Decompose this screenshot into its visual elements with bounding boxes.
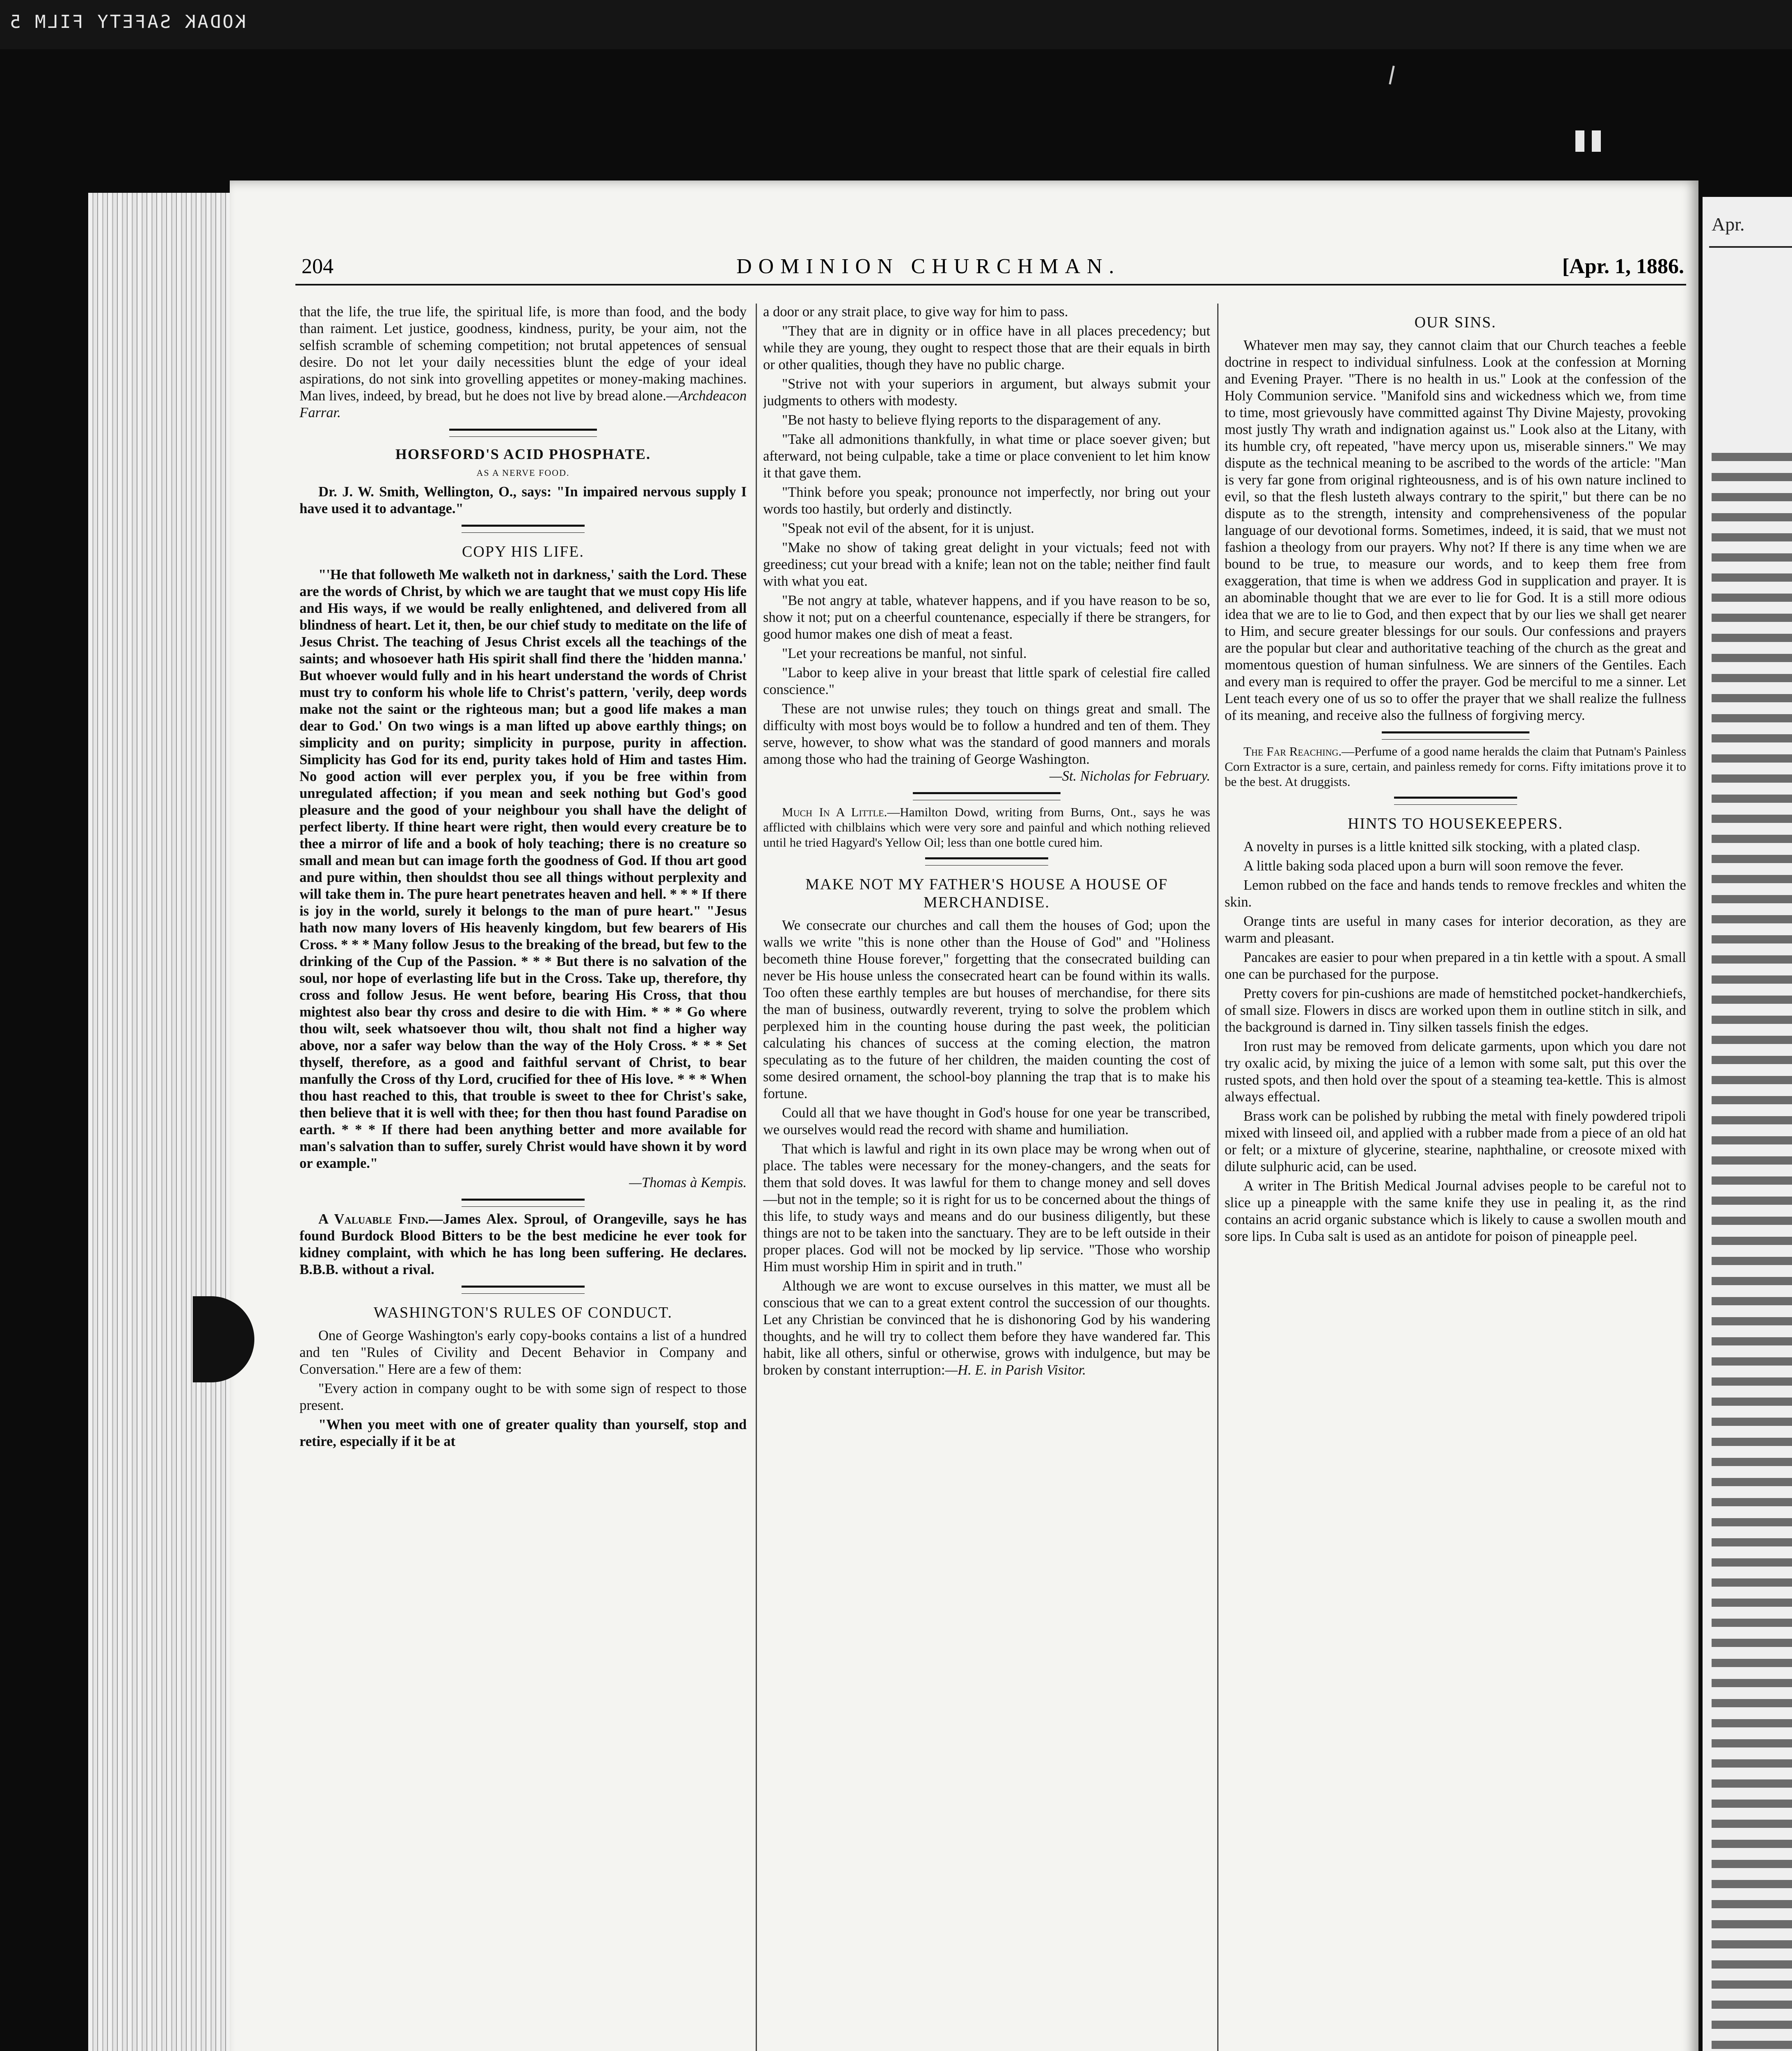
article-heading: HINTS TO HOUSEKEEPERS. xyxy=(1347,815,1563,832)
article-signature: —Thomas à Kempis. xyxy=(629,1175,747,1190)
separator-rule xyxy=(1382,731,1529,740)
paragraph: "When you meet with one of greater quality than yourself, stop and retire, especially if it be at xyxy=(299,1417,747,1449)
book-page-edges xyxy=(88,193,236,2051)
hint-item: Pretty covers for pin-cushions are made of hemstitched pocket-handkerchiefs, of small size. Flowers in discs are worked upon them in outline stitch in silk, and the background is darned in. Tiny silken tassels finish the edges. xyxy=(1225,986,1686,1035)
film-marker xyxy=(1575,130,1584,152)
column-3 xyxy=(1225,304,1686,2051)
paragraph: "Be not angry at table, whatever happens, and if you have reason to be so, show it not; put on a cheerful countenance, especially if there be strangers, for good humor makes one dish of meat a feast. xyxy=(763,593,1210,642)
separator-rule xyxy=(1394,797,1517,805)
paragraph: That which is lawful and right in its own place may be wrong when out of place. The tables were necessary for the money-changers, and the seats for them that sold doves. It was lawful for them to change money and sell doves—but not in the temple; so it is right for us to be concerned about the things of this life, to study ways and means and do our business diligently, but these things are not to be taken into the sanctuary. They are to be left outside in their proper places. God will not be mocked by lip service. "Those who worship Him must worship Him in spirit and in truth." xyxy=(763,1141,1210,1274)
paragraph: "Think before you speak; pronounce not imperfectly, nor bring out your words too hastily, but orderly and distinctly. xyxy=(763,484,1210,517)
paragraph: "Be not hasty to believe flying reports to the disparagement of any. xyxy=(782,412,1161,428)
notice-paragraph: A Valuable Find.—James Alex. Sproul, of Orangeville, says he has found Burdock Blood Bitters to be the best medicine he ever took for kidney complaint, with which he has long been suffering. He declares. B.B.B. without a rival. xyxy=(299,1211,747,1277)
facing-page xyxy=(1703,197,1792,2051)
paragraph: "Labor to keep alive in your breast that little spark of celestial fire called conscience." xyxy=(763,665,1210,697)
column-rule xyxy=(756,304,757,2051)
article-heading: COPY HIS LIFE. xyxy=(462,543,584,560)
paragraph: "They that are in dignity or in office have in all places precedency; but while they are young, they ought to respect those that are their equals in birth or other qualities, though they have no public charge. xyxy=(763,323,1210,372)
paragraph: "Speak not evil of the absent, for it is unjust. xyxy=(782,521,1034,536)
hint-item: A writer in The British Medical Journal advises people to be careful not to slice up a pineapple with the same knife they use in pealing it, as the rind contains an acrid organic substance which is likely to cause a swollen mouth and sore lips. In Cuba salt is used as an antidote for poison of pineapple peel. xyxy=(1225,1178,1686,1244)
ad-heading: HORSFORD'S ACID PHOSPHATE. xyxy=(395,446,651,462)
page-header xyxy=(302,254,1684,285)
paragraph: that the life, the true life, the spiritual life, is more than food, and the body than raiment. Let justice, goodness, kindness, purity, be your aim, not the selfish scramble of scheming competition; not brutal appetences of sensual desire. Do not let your daily necessities blunt the edge of your ideal aspirations, do not sink into grovelling appetites or money-making machines. Man lives, indeed, by bread, but he does not live by bread alone.—Archdeacon Farrar. xyxy=(299,304,747,420)
separator-rule xyxy=(925,857,1048,866)
film-edge-code: KODAK SAFETY FILM 5 xyxy=(8,11,246,32)
ad-text: Dr. J. W. Smith, Wellington, O., says: "In impaired nervous supply I have used it to advantage." xyxy=(299,484,747,516)
hint-item: A novelty in purses is a little knitted silk stocking, with a plated clasp. xyxy=(1243,839,1640,854)
page-number: 204 xyxy=(302,255,334,278)
page-date: [Apr. 1, 1886. xyxy=(1562,255,1684,278)
hint-item: Pancakes are easier to pour when prepared in a tin kettle with a spout. A small one can be purchased for the purpose. xyxy=(1225,950,1686,982)
hint-item: Brass work can be polished by rubbing the metal with finely powdered tripoli mixed with linseed oil, and applied with a rubber made from a piece of an old hat or felt; or a mixture of glycerine, stearine, naphthaline, or creosote mixed with dilute sulphuric acid, can be used. xyxy=(1225,1108,1686,1174)
paragraph: One of George Washington's early copy-books contains a list of a hundred and ten "Rules of Civility and Decent Behavior in Company and Conversation." Here are a few of them: xyxy=(299,1328,747,1377)
paragraph: Could all that we have thought in God's house for one year be transcribed, we ourselves would read the record with shame and humiliation. xyxy=(763,1105,1210,1137)
separator-rule xyxy=(462,525,585,533)
column-rule xyxy=(1217,304,1218,2051)
newspaper-page xyxy=(230,180,1698,2051)
facing-page-rule xyxy=(1709,246,1792,248)
paragraph: "Take all admonitions thankfully, in what time or place soever given; but afterward, not being culpable, take a time or place convenient to let him know it that gave them. xyxy=(763,432,1210,481)
film-strip xyxy=(0,0,1792,49)
paragraph: "Make no show of taking great delight in your victuals; feed not with greediness; cut your bread with a knife; lean not on the table; neither find fault with what you eat. xyxy=(763,540,1210,589)
hint-item: Orange tints are useful in many cases for interior decoration, as they are warm and pleasant. xyxy=(1225,914,1686,946)
pencil-mark xyxy=(1389,66,1394,85)
page-title: DOMINION CHURCHMAN. xyxy=(736,255,1121,278)
paragraph: "Every action in company ought to be with some sign of respect to those present. xyxy=(299,1381,747,1413)
paragraph: These are not unwise rules; they touch on things great and small. The difficulty with most boys would be to follow a hundred and ten of them. They serve, however, to show what was the standard of good manners and morals among those who had the training of George Washington. —St. Nicholas for February. xyxy=(763,701,1210,784)
separator-rule xyxy=(462,1286,585,1294)
article-heading: OUR SINS. xyxy=(1414,314,1497,331)
article-text: "'He that followeth Me walketh not in darkness,' saith the Lord. These are the words of Christ, by which we are taught that we must copy His life and His ways, if we would be really enlightened, and delivered from all blindness of heart. Let it, then, be our chief study to meditate on the life of Jesus Christ. The teaching of Jesus Christ excels all the teachings of the saints; and whosoever hath His spirit shall find there the 'hidden manna.' But whoever would fully and in his heart understand the words of Christ must try to conform his whole life to Christ's pattern, 'verily, deep words make not the saint or the righteous man; but a good life makes a man dear to God.' On two wings is a man lifted up above earthly things; on simplicity and on purity; simplicity in purpose, purity in affection. Simplicity has God for its end, purity takes hold of Him and tastes Him. No good action will ever perplex you, if you be free within from unregulated affection; if you mean and seek nothing but God's good pleasure and the good of your neighbour you shall have the delight of perfect liberty. If thine heart were right, then would every creature be to thee a mirror of life and a book of holy teaching; there is no creature so small and mean but can image forth the goodness of God. If thou art good and pure within, then shouldst thou see all things without perplexity and will take them in. The pure heart penetrates heaven and hell. * * * If there is joy in the world, surely it belongs to the man of pure heart." "Jesus hath now many lovers of His heavenly kingdom, but few bearers of His Cross. * * * Many follow Jesus to the breaking of the bread, but few to the drinking of the Cup of the Passion. * * * But there is no salvation of the soul, nor hope of everlasting life but in the Cross. Take up, therefore, thy cross and follow Jesus. He went before, bearing His Cross, that thou mightest also bear thy cross and desire to die with Him. * * * Go where thou wilt, seek whatsoever thou wilt, thou shalt not find a higher way above, nor a safer way below than the way of the Holy Cross. * * * Set thyself, therefore, as a good and faithful servant of Christ, to bear manfully the Cross of thy Lord, crucified for thee of His love. * * * When thou hast reached to this, that trouble is sweet to thee for Christ's sake, then believe that it is well with thee; for then thou hast found Paradise on earth. * * * If there had been anything better and more available for man's salvation than to suffer, surely Christ would have shown it by word or example." xyxy=(299,567,747,1171)
hint-item: Lemon rubbed on the face and hands tends to remove freckles and whiten the skin. xyxy=(1225,877,1686,910)
article-heading: MAKE NOT MY FATHER'S HOUSE A HOUSE OF MERCHANDISE. xyxy=(805,876,1168,911)
article-text: Whatever men may say, they cannot claim that our Church teaches a feeble doctrine in respect to individual sinfulness. Look at the confession at Morning and Evening Prayer. "There is no health in us." Look at the confession of the Holy Communion service. "Manifold sins and wickedness which we, from time to time, most grievously have committed against Thy Divine Majesty, provoking most justly Thy wrath and indignation against us." Look also at the Litany, with its humble cry, oft repeated, "have mercy upon us, miserable sinners." We may dispute as the technical meaning to be ascribed to the words of the article: "Man is very far gone from original righteousness, and is of his own nature inclined to evil, so that the flesh lusteth always contrary to the spirit," but there can be no dispute as to the strength, intensity and comprehensiveness of the popular language of our devotional forms. Sometimes, indeed, it is said, that we must not fashion a theology from our prayers. Why not? If there is any time when we are bound to be true, to measure our words, and to keep them free from exaggeration, that time is when we address God in supplication and prayer. It is an abominable thought that we are ever to lie for God. It is a still more odious idea that we are to lie to God, and then expect that by our lies we shall get nearer to Him, and secure greater blessings for our souls. Our confessions and prayers are the popular but clear and authoritative teaching of the church as the great and momentous question of human sinfulness. We are sinners of the Gentiles. Each and every man is required to offer the prayer. God be merciful to me a sinner. Let Lent teach every one of us so to offer the prayer that we shall realize the fullness of its meaning, and receive also the fullness of forgiving mercy. xyxy=(1225,338,1686,723)
paragraph: Although we are wont to excuse ourselves in this matter, we must all be conscious that we can to a great extent control the succession of our thoughts. Let any Christian be convinced that he is dishonoring God by his wandering thoughts, and he will try to collect them before they have wandered far. This habit, like all others, sinful or otherwise, grows with indulgence, but may be broken by constant interruption:—H. E. in Parish Visitor. xyxy=(763,1278,1210,1378)
ad-subheading: AS A NERVE FOOD. xyxy=(476,468,570,478)
paragraph: "Let your recreations be manful, not sinful. xyxy=(782,646,1027,661)
notice-paragraph: The Far Reaching.—Perfume of a good name heralds the claim that Putnam's Painless Corn Extractor is a sure, certain, and painless remedy for corns. Fifty imitations prove it to be the best. At druggists. xyxy=(1225,744,1686,789)
notice-paragraph: Much In A Little.—Hamilton Dowd, writing from Burns, Ont., says he was afflicted with chilblains which were very sore and painful and which nothing relieved until he tried Hagyard's Yellow Oil; less than one bottle cured him. xyxy=(763,805,1210,850)
paragraph: a door or any strait place, to give way for him to pass. xyxy=(763,304,1068,320)
paragraph: "Strive not with your superiors in argument, but always submit your judgments to others with modesty. xyxy=(763,376,1210,409)
header-rule xyxy=(295,284,1686,285)
hint-item: A little baking soda placed upon a burn will soon remove the fever. xyxy=(1243,858,1624,874)
column-2 xyxy=(763,304,1210,2051)
separator-rule xyxy=(462,1199,585,1207)
facing-page-header: Apr. xyxy=(1712,214,1745,235)
paragraph: We consecrate our churches and call them the houses of God; upon the walls we write "this is none other than the House of God" and "Holiness becometh thine House forever," forgetting that the consecrated building can never be His house unless the consecrated heart can be found within its walls. Too often these earthly temples are but houses of merchandise, for there sits the man of business, outwardly reverent, trying to solve the problem which perplexed him in the counting house during the past week, the politician calculating his chances of success at the coming election, the matron speculating as to the future of her children, the maiden counting the cost of some desired ornament, the school-boy planning the trap that is to make his fortune. xyxy=(763,918,1210,1101)
facing-page-text xyxy=(1712,447,1792,2051)
hint-item: Iron rust may be removed from delicate garments, upon which you dare not try oxalic acid, by mixing the juice of a lemon with some salt, put this over the rusted spots, and then hold over the spout of a steaming tea-kettle. This is almost always effectual. xyxy=(1225,1039,1686,1105)
separator-rule xyxy=(449,429,597,437)
article-heading: WASHINGTON'S RULES OF CONDUCT. xyxy=(373,1304,673,1321)
separator-rule xyxy=(913,792,1061,800)
film-marker xyxy=(1592,130,1601,152)
column-1 xyxy=(299,304,747,2051)
